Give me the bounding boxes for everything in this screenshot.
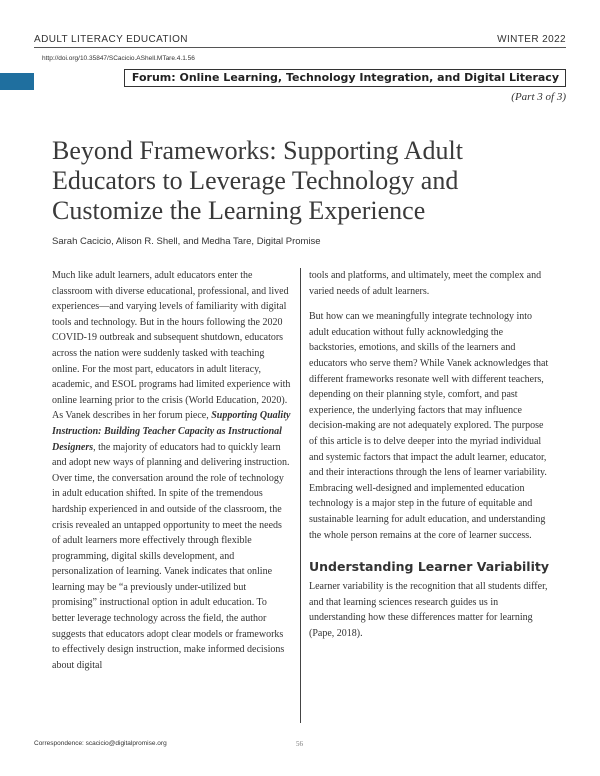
part-indicator: (Part 3 of 3): [511, 91, 566, 103]
article-title: Beyond Frameworks: Supporting Adult Educators to Leverage Technology and Customize the Learning Experience: [52, 136, 463, 225]
paragraph-intro-text-a: Much like adult learners, adult educators enter the classroom with diverse educational, professional, and lived experiences—and varying levels of familiarity with digital tools and technology. But in the hours following the 2020 COVID-19 outbreak and subsequent shutdown, educators across the nation were suddenly tasked with teaching online. For the most part, educators in adult literacy, academic, and ESOL programs had limited experience with online learning prior to the crisis (World Education, 2020). As Vanek describes in her forum piece,: [52, 270, 291, 422]
paragraph-shift: Over time, the conversation around the role of technology in adult education shifted. In spite of the tremendous hardship experienced in and outside of the classroom, the crisis revealed an untapped opportunity to meet the needs of adult learners more effectively through flexible programming, digital skills development, and personalization of learning. Vanek indicates that online learning may be “a previously under-utilized but promising” instructional option in adult education. To better leverage technology across the field, the author suggests that educators adopt clear models or frameworks to effectively design instruction, make informed decisions about digital: [52, 472, 285, 671]
forum-piece-citation: Supporting Quality Instruction: Building Teacher Capacity as Instructional Designers: [52, 410, 291, 453]
right-column: [309, 268, 549, 651]
forum-banner: Forum: Online Learning, Technology Integration, and Digital Literacy: [124, 69, 566, 87]
section-heading: Understanding Learner Variability: [309, 559, 549, 575]
journal-name: ADULT LITERACY EDUCATION: [34, 34, 188, 45]
paragraph-question: But how can we meaningfully integrate technology into adult education without fully acknowledging the backstories, emotions, and skills of the learners and educators who serve them? While Vanek acknowledges that different frameworks resonate well with different teachers, depending on their planning style, comfort, and past experience, the underlying factors that may influence decision-making are not adequately explored. The purpose of this article is to delve deeper into the myriad individual and systemic factors that impact the adult learner, educator, and their interactions through the lens of learner variability. Embracing well-designed and implemented education technology is a major step in the future of equitable and sustainable learning for adult education, and understanding the whole person remains at the core of learner success.: [309, 311, 549, 541]
doi-link[interactable]: http://doi.org/10.35847/SCacicio.AShell.MTare.4.1.56: [42, 55, 195, 62]
header-rule: [34, 47, 566, 48]
issue-date: WINTER 2022: [497, 34, 566, 45]
article-authors: Sarah Cacicio, Alison R. Shell, and Medha Tare, Digital Promise: [52, 236, 321, 247]
paragraph-continuation: tools and platforms, and ultimately, meet the complex and varied needs of adult learners.: [309, 270, 542, 297]
paragraph-intro-text-b: , the majority of educators had to quickly learn and adopt new ways of planning and delivering instruction.: [52, 441, 290, 469]
paragraph-variability: Learner variability is the recognition that all students differ, and that learning sciences research guides us in understanding how these differences matter for learning (Pape, 2018).: [309, 581, 548, 639]
accent-block: [0, 73, 34, 90]
column-divider: [300, 268, 301, 723]
paragraph-intro: [52, 268, 292, 471]
correspondence-email[interactable]: Correspondence: scacicio@digitalpromise.org: [34, 740, 167, 747]
left-column: [52, 268, 292, 673]
page-number: 56: [296, 740, 303, 748]
